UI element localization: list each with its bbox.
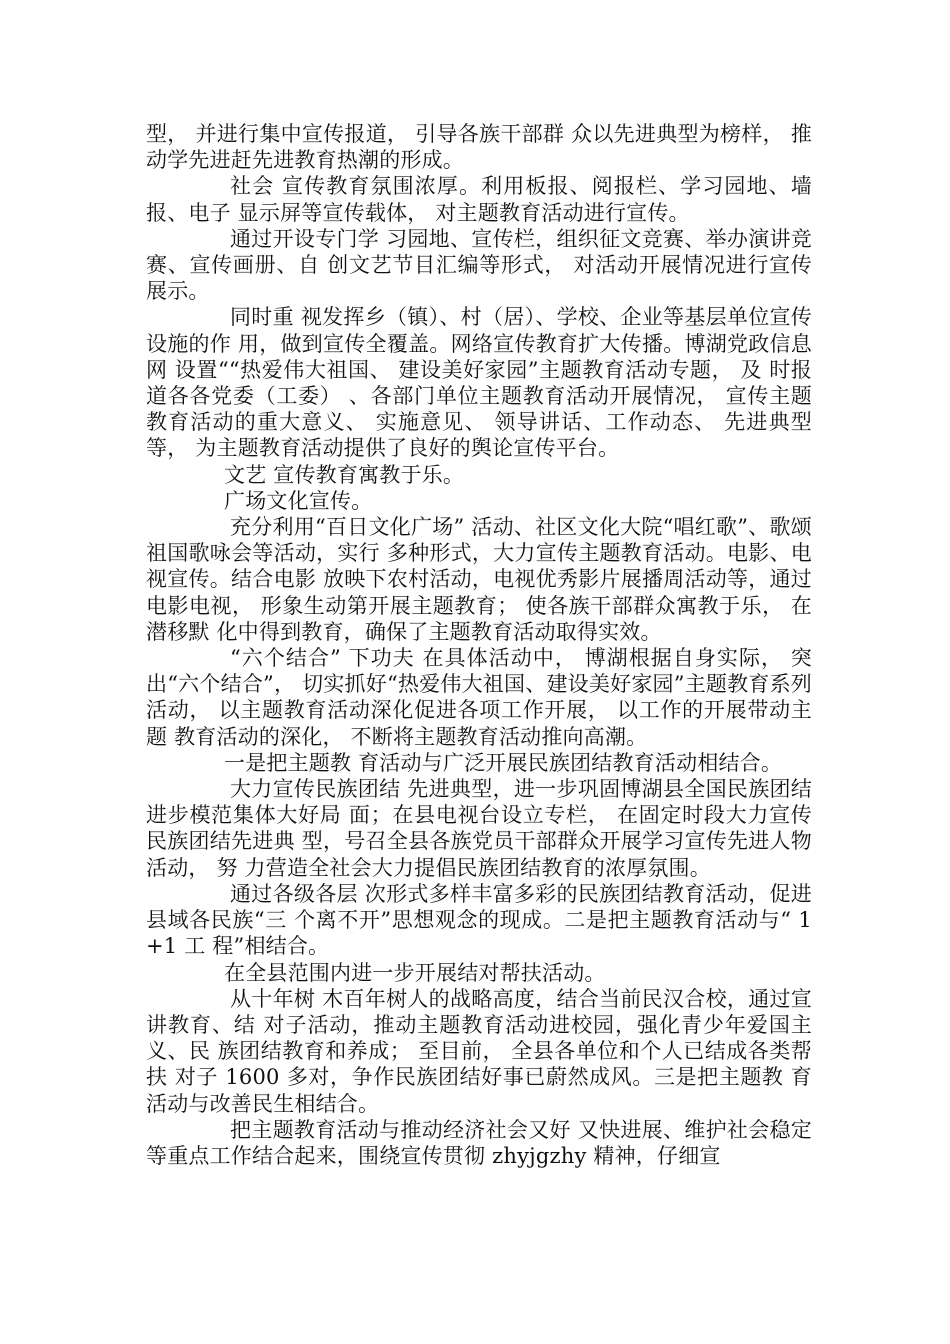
paragraph: 一是把主题教 育活动与广泛开展民族团结教育活动相结合。 — [224, 750, 783, 775]
paragraph: 在全县范围内进一步开展结对帮扶活动。 — [224, 960, 606, 985]
paragraph: 充分利用“百日文化广场” 活动、社区文化大院“唱红歌”、歌颂祖国歌咏会等活动，实行 多种形式，大力宣传主题教育活动。电影、电视宣传。结合电影 放映下农村活动，电视优秀影片展播周活动等，通过电影电视， 形象生动第开展主题教育； 使各族干部群众寓教于乐， 在潜移默 化中得到教育，确保了主题教育活动取得实效。 — [146, 515, 812, 644]
paragraph: 从十年树 木百年树人的战略高度，结合当前民汉合校，通过宣讲教育、结 对子活动，推动主题教育活动进校园，强化青少年爱国主义、民 族团结教育和养成； 至目前， 全县各单位和个人已结成各类帮扶 对子 1600 多对，争作民族团结好事已蔚然成风。三是把主题教 育活动与改善民生相结合。 — [146, 986, 812, 1116]
paragraph: 同时重 视发挥乡（镇）、村（居）、学校、企业等基层单位宣传设施的作 用，做到宣传全覆盖。网络宣传教育扩大传播。博湖党政信息网 设置““热爱伟大祖国、 建设美好家园”主题教育活动专题， 及 时报道各各党委（工委） 、各部门单位主题教育活动开展情况， 宣传主题教育活动的重大意义、 实施意见、 领导讲话、工作动态、 先进典型等， 为主题教育活动提供了良好的舆论宣传平台。 — [146, 305, 812, 461]
paragraph: “六个结合” 下功夫 在具体活动中， 博湖根据自身实际， 突出“六个结合”， 切实抓好“热爱伟大祖国、建设美好家园”主题教育系列活动， 以主题教育活动深化促进各项工作开展， 以工作的开展带动主题 教育活动的深化， 不断将主题教育活动推向高潮。 — [146, 646, 812, 749]
paragraph: 通过各级各层 次形式多样丰富多彩的民族团结教育活动，促进县域各民族“三 个离不开”思想观念的现成。二是把主题教育活动与“ 1+1 工 程”相结合。 — [146, 881, 812, 959]
paragraph: 社会 宣传教育氛围浓厚。利用板报、阅报栏、学习园地、墙报、电子 显示屏等宣传载体， 对主题教育活动进行宣传。 — [146, 174, 812, 225]
paragraph: 型， 并进行集中宣传报道， 引导各族干部群 众以先进典型为榜样， 推动学先进赶先进教育热潮的形成。 — [146, 122, 812, 173]
document-body — [146, 121, 812, 1169]
paragraph: 广场文化宣传。 — [224, 488, 373, 513]
paragraph: 大力宣传民族团结 先进典型，进一步巩固博湖县全国民族团结进步模范集体大好局 面；在县电视台设立专栏， 在固定时段大力宣传民族团结先进典 型，号召全县各族党员干部群众开展学习宣传先进人物活动， 努 力营造全社会大力提倡民族团结教育的浓厚氛围。 — [146, 777, 812, 880]
paragraph: 通过开设专门学 习园地、宣传栏，组织征文竞赛、举办演讲竞赛、宣传画册、自 创文艺节目汇编等形式， 对活动开展情况进行宣传展示。 — [146, 226, 812, 304]
paragraph: 文艺 宣传教育寓教于乐。 — [224, 462, 465, 487]
paragraph: 把主题教育活动与推动经济社会又好 又快进展、维护社会稳定等重点工作结合起来，围绕宣传贯彻 zhyjgzhy 精神，仔细宣 — [146, 1117, 812, 1168]
